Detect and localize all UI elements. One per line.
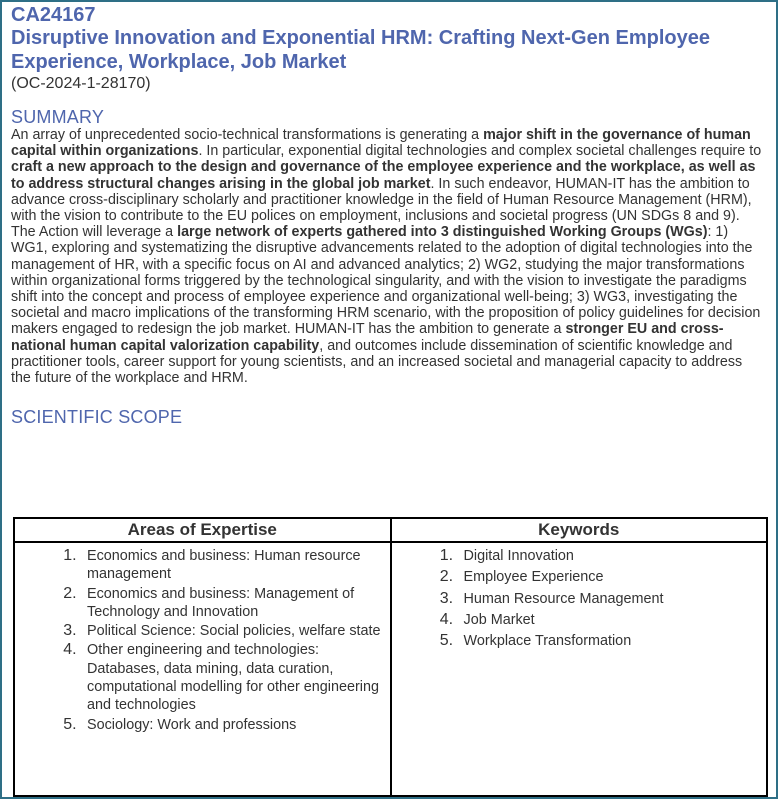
summary-segment: . In such endeavor, HUMAN-IT has the ambition to advance cross-disciplinary scholarly and practitioner knowledge in the field of Human Resource Management (HRM), with the vision to contribute to the EU polices on employment, inclusions and societal progress (UN SDGs 8 and 9). The Action will leverage a — [11, 175, 752, 241]
action-reference: (OC-2024-1-28170) — [11, 75, 151, 92]
keywords-header: Keywords — [391, 518, 768, 542]
summary-heading: SUMMARY — [11, 107, 105, 127]
keywords-cell — [391, 542, 768, 796]
table-header-row — [14, 518, 767, 542]
list-item: 1. Economics and business: Human resource management — [81, 547, 390, 584]
list-item: 1. Digital Innovation — [458, 547, 767, 565]
summary-segment-bold: large network of experts gathered into 3 distinguished Working Groups (WGs) — [177, 224, 708, 241]
list-item: 3. Human Resource Management — [458, 590, 767, 608]
list-item: 2. Employee Experience — [458, 568, 767, 586]
summary-segment: An array of unprecedented socio-technical transformations is generating a — [11, 127, 484, 143]
list-item: 5. Workplace Transformation — [458, 632, 767, 650]
summary-segment-bold: stronger EU and cross-national human capital valorization capability — [11, 321, 724, 354]
list-item: 4. Job Market — [458, 611, 767, 629]
summary-segment-bold: craft a new approach to the design and governance of the employee experience and the workplace, as well as to address structural changes arising in the global job market — [11, 159, 756, 192]
keywords-list — [392, 547, 767, 650]
summary-segment: . In particular, exponential digital technologies and complex societal challenges require to — [198, 143, 762, 160]
areas-cell — [14, 542, 391, 796]
table-row — [14, 542, 767, 796]
areas-of-expertise-header: Areas of Expertise — [14, 518, 391, 542]
action-code: CA24167 — [11, 4, 96, 26]
summary-segment-bold: major shift in the governance of human capital within organizations — [11, 127, 751, 160]
scientific-scope-table — [13, 517, 768, 797]
summary-segment: : 1) WG1, exploring and systematizing the disruptive advancements related to the adoption of digital technologies into the management of HR, with a specific focus on AI and advanced analytics; 2) WG2, studying the major transformations within organizational forms triggered by the technological singularity, and with the vision to investigate the paradigms shift into the concept and process of employee experience and organizational well-being; 3) WG3, investigating the societal and macro implications of the transforming HRM scenario, with the proposition of policy guidelines for decision makers engaged to redesign the job market. HUMAN-IT has the ambition to generate a — [11, 224, 761, 338]
areas-list — [15, 547, 390, 734]
list-item: 3. Political Science: Social policies, welfare state — [81, 622, 390, 640]
list-item: 5. Sociology: Work and professions — [81, 716, 390, 734]
scientific-scope-heading: SCIENTIFIC SCOPE — [11, 407, 183, 428]
list-item: 4. Other engineering and technologies: Databases, data mining, data curation, computational modelling for other engineering and technologies — [81, 641, 390, 714]
list-item: 2. Economics and business: Management of Technology and Innovation — [81, 585, 390, 622]
summary-segment: , and outcomes include dissemination of scientific knowledge and practitioner tools, career support for young scientists, and an increased societal and managerial capacity to address the future of the workplace and HRM. — [11, 337, 743, 387]
summary-text — [11, 127, 763, 386]
action-title: Disruptive Innovation and Exponential HRM: Crafting Next-Gen Employee Experience, Workplace, Job Market — [11, 27, 710, 73]
